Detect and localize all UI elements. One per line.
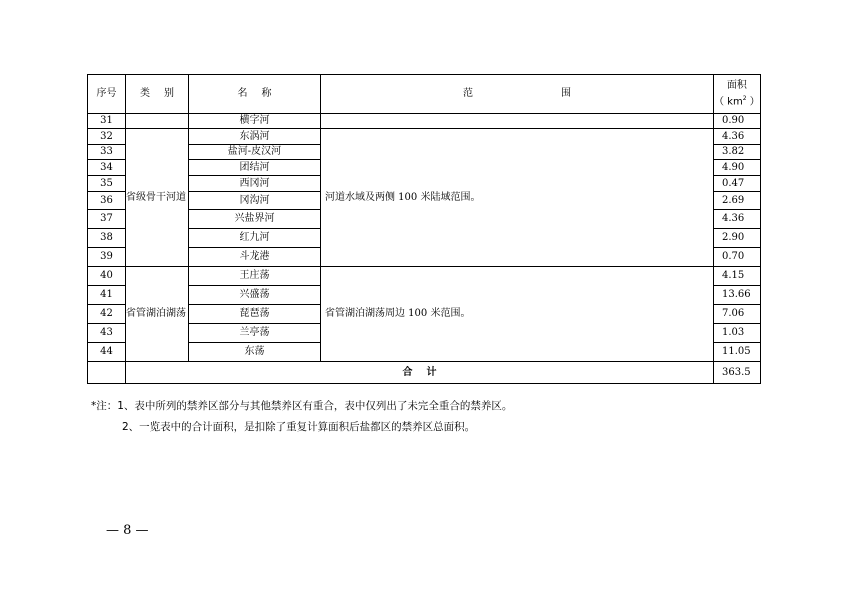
cell-name: 横字河: [189, 114, 321, 129]
header-area-unit-sup: 2: [742, 94, 747, 102]
header-name-label: 名称: [237, 88, 286, 99]
header-category: [126, 75, 189, 114]
cell-seq: 37: [88, 210, 126, 229]
cell-name: 团结河: [189, 160, 321, 176]
page-number: — 8 —: [106, 523, 149, 538]
table-row: [88, 129, 761, 145]
cell-category-empty: [126, 114, 189, 129]
cell-area: 4.36: [714, 129, 761, 145]
cell-name: 兴盐界河: [189, 210, 321, 229]
header-area-unit-open: （ km: [714, 96, 743, 108]
forbidden-zone-table: [87, 74, 761, 384]
header-area-label: 面积: [726, 80, 747, 92]
cell-seq: 34: [88, 160, 126, 176]
cell-area: 4.90: [714, 160, 761, 176]
cell-name: 东荡: [189, 343, 321, 362]
table-row: [88, 267, 761, 286]
cell-area: 2.90: [714, 229, 761, 248]
cell-area: 13.66: [714, 286, 761, 305]
cell-seq: 43: [88, 324, 126, 343]
cell-name: 兰亭荡: [189, 324, 321, 343]
cell-area: 0.70: [714, 248, 761, 267]
note-line-1: *注：1、表中所列的禁养区部分与其他禁养区有重合，表中仅列出了未完全重合的禁养区。: [91, 400, 513, 412]
cell-seq: 33: [88, 145, 126, 160]
header-range-label: 范围: [463, 88, 659, 99]
cell-total-label: [126, 362, 714, 384]
cell-category: 省管湖泊湖荡: [126, 267, 189, 362]
cell-name: 盐河-皮汉河: [189, 145, 321, 160]
cell-area: 11.05: [714, 343, 761, 362]
total-value: 363.5: [714, 362, 761, 384]
header-area-unit-close: ）: [746, 96, 760, 108]
cell-name: 斗龙港: [189, 248, 321, 267]
cell-range-empty: [321, 114, 714, 129]
header-area: [714, 75, 761, 114]
total-label: 合计: [402, 366, 451, 378]
cell-area: 2.69: [714, 192, 761, 210]
header-range: [321, 75, 714, 114]
cell-name: 西冈河: [189, 176, 321, 192]
cell-seq: 40: [88, 267, 126, 286]
note-line-2: 2、一览表中的合计面积，是扣除了重复计算面积后盐都区的禁养区总面积。: [122, 421, 476, 433]
cell-area: 3.82: [714, 145, 761, 160]
cell-seq: 38: [88, 229, 126, 248]
cell-name: 琵琶荡: [189, 305, 321, 324]
cell-name: 王庄荡: [189, 267, 321, 286]
cell-area: 7.06: [714, 305, 761, 324]
table-row: [88, 114, 761, 129]
cell-name: 兴盛荡: [189, 286, 321, 305]
table-header-row: [88, 75, 761, 114]
cell-seq: 44: [88, 343, 126, 362]
cell-seq: 36: [88, 192, 126, 210]
notes: [91, 396, 512, 438]
cell-area: 1.03: [714, 324, 761, 343]
cell-area: 4.15: [714, 267, 761, 286]
cell-seq: 41: [88, 286, 126, 305]
header-category-label: 类别: [140, 88, 188, 99]
cell-range: 河道水域及两侧 100 米陆域范围。: [321, 129, 714, 267]
cell-area: 0.47: [714, 176, 761, 192]
cell-category: 省级骨干河道: [126, 129, 189, 267]
cell-name: 冈沟河: [189, 192, 321, 210]
cell-seq: 39: [88, 248, 126, 267]
cell-area: 4.36: [714, 210, 761, 229]
cell-area: 0.90: [714, 114, 761, 129]
cell-seq: 31: [88, 114, 126, 129]
cell-seq: 32: [88, 129, 126, 145]
cell-name: 红九河: [189, 229, 321, 248]
cell-name: 东涡河: [189, 129, 321, 145]
cell-total-blank: [88, 362, 126, 384]
header-seq: 序号: [88, 75, 126, 114]
cell-range: 省管湖泊湖荡周边 100 米范围。: [321, 267, 714, 362]
cell-seq: 42: [88, 305, 126, 324]
cell-seq: 35: [88, 176, 126, 192]
header-name: [189, 75, 321, 114]
total-row: [88, 362, 761, 384]
